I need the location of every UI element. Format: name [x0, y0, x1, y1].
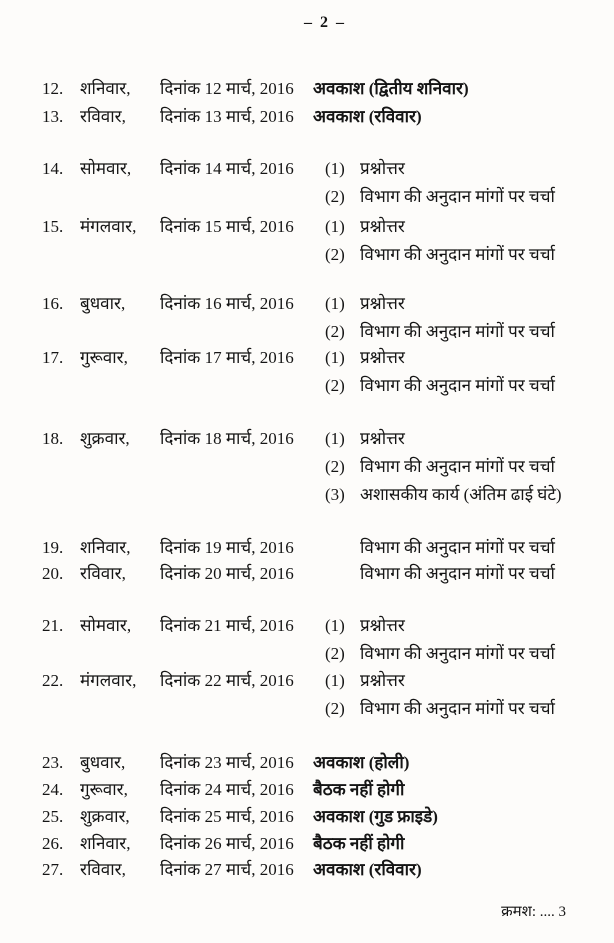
row-day: शनिवार,: [80, 538, 131, 557]
row-serial: 21.: [42, 616, 64, 635]
agenda-item: [313, 752, 605, 774]
continuation-note: क्रमश: .... 3: [501, 904, 566, 920]
agenda-item-text: अवकाश (द्वितीय शनिवार): [313, 79, 469, 98]
row-day: रविवार,: [80, 860, 126, 879]
row-date: दिनांक 27 मार्च, 2016: [160, 860, 294, 879]
agenda-item: [313, 375, 605, 397]
row-day: रविवार,: [80, 107, 126, 126]
row-date: दिनांक 18 मार्च, 2016: [160, 429, 294, 448]
row-date: दिनांक 19 मार्च, 2016: [160, 538, 294, 557]
row-day: गुरूवार,: [80, 348, 128, 367]
agenda-item-text: विभाग की अनुदान मांगों पर चर्चा: [360, 644, 555, 663]
row-day: रविवार,: [80, 564, 126, 583]
agenda-item-text: अवकाश (होली): [313, 753, 410, 772]
agenda-item-number: (2): [325, 699, 345, 718]
row-agenda: [313, 779, 605, 807]
row-date: दिनांक 26 मार्च, 2016: [160, 834, 294, 853]
agenda-item-text: प्रश्नोत्तर: [360, 671, 405, 690]
row-day: मंगलवार,: [80, 217, 137, 236]
row-day: शुक्रवार,: [80, 429, 130, 448]
row-agenda: [313, 158, 605, 214]
agenda-item-text: विभाग की अनुदान मांगों पर चर्चा: [360, 245, 555, 264]
agenda-item: [313, 615, 605, 637]
row-day: शुक्रवार,: [80, 807, 130, 826]
agenda-item: [313, 293, 605, 315]
agenda-item-number: (1): [325, 671, 345, 690]
row-date: दिनांक 23 मार्च, 2016: [160, 753, 294, 772]
agenda-item-text: प्रश्नोत्तर: [360, 429, 405, 448]
agenda-item-text: विभाग की अनुदान मांगों पर चर्चा: [360, 564, 555, 583]
row-agenda: [313, 670, 605, 726]
agenda-item-text: विभाग की अनुदान मांगों पर चर्चा: [360, 187, 555, 206]
agenda-item: [313, 186, 605, 208]
row-day: बुधवार,: [80, 294, 126, 313]
agenda-item: [313, 563, 605, 585]
agenda-item-number: (2): [325, 376, 345, 395]
agenda-item-number: (1): [325, 348, 345, 367]
row-day: गुरूवार,: [80, 780, 128, 799]
agenda-item-text: प्रश्नोत्तर: [360, 159, 405, 178]
agenda-item-text: विभाग की अनुदान मांगों पर चर्चा: [360, 699, 555, 718]
row-agenda: [313, 537, 605, 565]
agenda-item-number: (3): [325, 485, 345, 504]
row-serial: 20.: [42, 564, 64, 583]
row-agenda: [313, 806, 605, 834]
agenda-item-text: प्रश्नोत्तर: [360, 294, 405, 313]
agenda-item: [313, 106, 605, 128]
row-day: शनिवार,: [80, 834, 131, 853]
agenda-item-number: (1): [325, 294, 345, 313]
agenda-item-text: प्रश्नोत्तर: [360, 348, 405, 367]
agenda-item: [313, 859, 605, 881]
row-day: शनिवार,: [80, 79, 131, 98]
agenda-item: [313, 428, 605, 450]
agenda-item-number: (1): [325, 217, 345, 236]
row-agenda: [313, 563, 605, 591]
page-number: – 2 –: [304, 14, 346, 31]
row-serial: 27.: [42, 860, 64, 879]
row-serial: 15.: [42, 217, 64, 236]
row-agenda: [313, 615, 605, 671]
row-date: दिनांक 16 मार्च, 2016: [160, 294, 294, 313]
row-agenda: [313, 347, 605, 403]
row-day: सोमवार,: [80, 159, 132, 178]
agenda-item-number: (1): [325, 616, 345, 635]
row-agenda: [313, 216, 605, 272]
agenda-item-text: बैठक नहीं होगी: [313, 834, 405, 853]
row-serial: 24.: [42, 780, 64, 799]
agenda-item: [313, 806, 605, 828]
agenda-item-text: बैठक नहीं होगी: [313, 780, 405, 799]
row-agenda: [313, 428, 605, 512]
row-day: सोमवार,: [80, 616, 132, 635]
row-date: दिनांक 17 मार्च, 2016: [160, 348, 294, 367]
agenda-item-text: अशासकीय कार्य (अंतिम ढाई घंटे): [360, 485, 562, 504]
row-agenda: [313, 752, 605, 780]
agenda-item-text: अवकाश (रविवार): [313, 860, 422, 879]
row-date: दिनांक 14 मार्च, 2016: [160, 159, 294, 178]
agenda-item-text: विभाग की अनुदान मांगों पर चर्चा: [360, 457, 555, 476]
agenda-item: [313, 216, 605, 238]
row-date: दिनांक 12 मार्च, 2016: [160, 79, 294, 98]
row-date: दिनांक 25 मार्च, 2016: [160, 807, 294, 826]
agenda-item: [313, 244, 605, 266]
row-serial: 22.: [42, 671, 64, 690]
agenda-item-number: (2): [325, 245, 345, 264]
agenda-item: [313, 347, 605, 369]
row-serial: 17.: [42, 348, 64, 367]
row-agenda: [313, 293, 605, 349]
row-agenda: [313, 859, 605, 887]
row-serial: 23.: [42, 753, 64, 772]
row-serial: 26.: [42, 834, 64, 853]
agenda-item-text: प्रश्नोत्तर: [360, 616, 405, 635]
agenda-item: [313, 456, 605, 478]
agenda-item: [313, 779, 605, 801]
row-serial: 14.: [42, 159, 64, 178]
row-serial: 19.: [42, 538, 64, 557]
agenda-item-text: विभाग की अनुदान मांगों पर चर्चा: [360, 322, 555, 341]
agenda-item-text: विभाग की अनुदान मांगों पर चर्चा: [360, 538, 555, 557]
row-date: दिनांक 24 मार्च, 2016: [160, 780, 294, 799]
agenda-item: [313, 537, 605, 559]
agenda-item-number: (2): [325, 187, 345, 206]
agenda-item-number: (1): [325, 159, 345, 178]
row-day: बुधवार,: [80, 753, 126, 772]
agenda-item: [313, 643, 605, 665]
agenda-item: [313, 78, 605, 100]
agenda-item: [313, 833, 605, 855]
agenda-item-text: अवकाश (रविवार): [313, 107, 422, 126]
row-agenda: [313, 78, 605, 106]
row-serial: 12.: [42, 79, 64, 98]
row-serial: 16.: [42, 294, 64, 313]
agenda-item: [313, 670, 605, 692]
row-date: दिनांक 15 मार्च, 2016: [160, 217, 294, 236]
row-serial: 13.: [42, 107, 64, 126]
agenda-item: [313, 484, 605, 506]
agenda-item-number: (2): [325, 457, 345, 476]
agenda-item-text: प्रश्नोत्तर: [360, 217, 405, 236]
agenda-item: [313, 698, 605, 720]
agenda-item-number: (2): [325, 322, 345, 341]
row-day: मंगलवार,: [80, 671, 137, 690]
row-agenda: [313, 106, 605, 134]
row-date: दिनांक 20 मार्च, 2016: [160, 564, 294, 583]
row-date: दिनांक 21 मार्च, 2016: [160, 616, 294, 635]
row-date: दिनांक 13 मार्च, 2016: [160, 107, 294, 126]
row-serial: 18.: [42, 429, 64, 448]
agenda-item-text: अवकाश (गुड फ्राइडे): [313, 807, 438, 826]
agenda-item-number: (1): [325, 429, 345, 448]
row-agenda: [313, 833, 605, 861]
agenda-item: [313, 321, 605, 343]
row-date: दिनांक 22 मार्च, 2016: [160, 671, 294, 690]
agenda-item-text: विभाग की अनुदान मांगों पर चर्चा: [360, 376, 555, 395]
agenda-item-number: (2): [325, 644, 345, 663]
agenda-item: [313, 158, 605, 180]
row-serial: 25.: [42, 807, 64, 826]
